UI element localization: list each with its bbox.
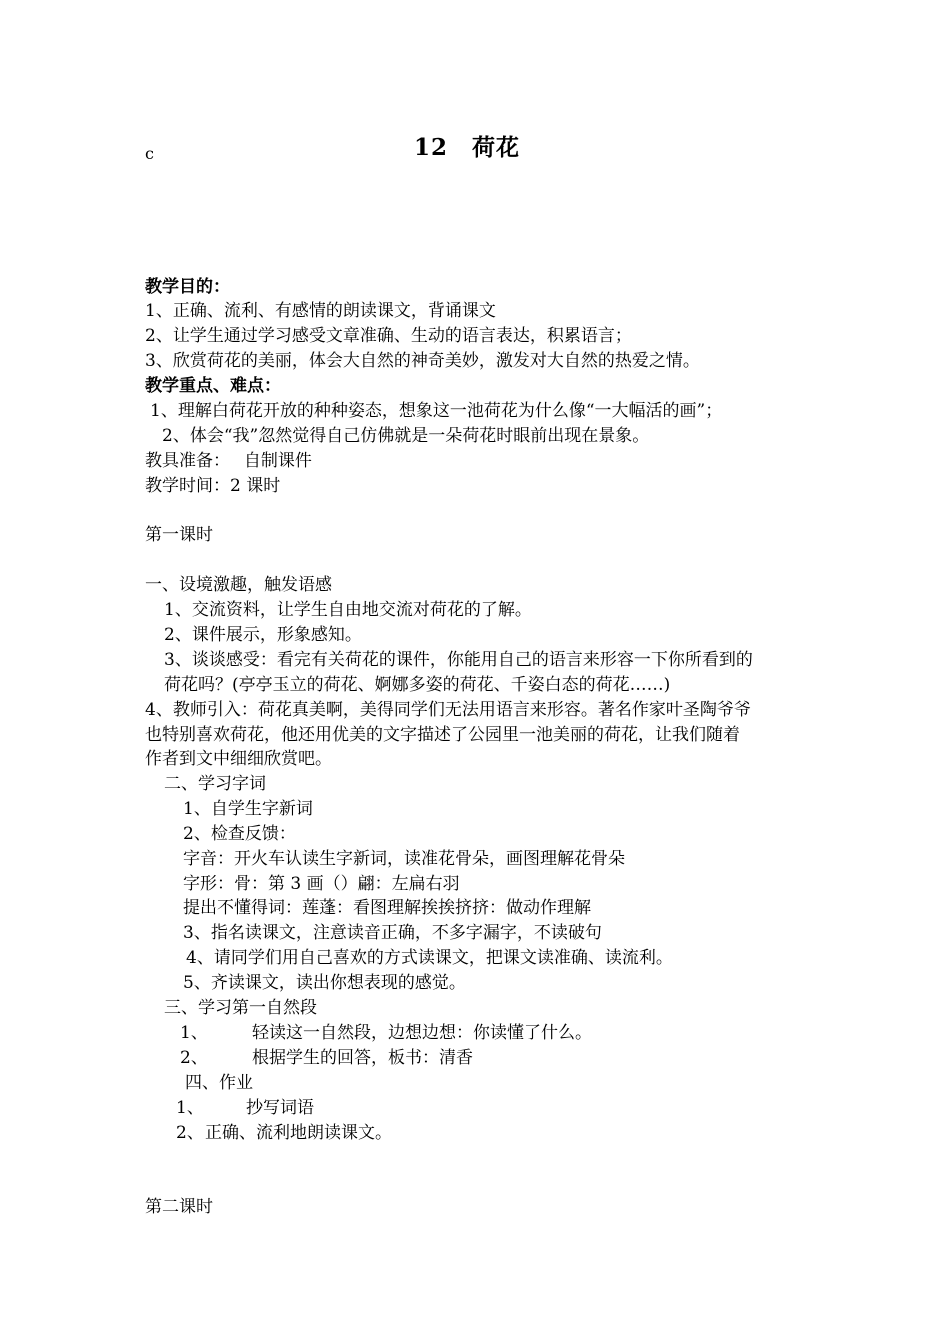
section1-intro: 作者到文中细细欣赏吧。 xyxy=(145,749,332,769)
objective-item: 2、让学生通过学习感受文章准确、生动的语言表达，积累语言； xyxy=(145,326,632,346)
section4-title: 四、作业 xyxy=(185,1073,253,1093)
section1-title: 一、设境激趣，触发语感 xyxy=(145,575,332,595)
section4-item-text: 抄写词语 xyxy=(246,1098,314,1118)
section2-item: 字形：骨：第 3 画（）翩：左扁右羽 xyxy=(183,874,460,894)
section1-item: 3、谈谈感受：看完有关荷花的课件，你能用自己的语言来形容一下你所看到的 xyxy=(164,650,753,670)
section2-item: 3、指名读课文，注意读音正确，不多字漏字，不读破句 xyxy=(183,923,602,943)
section2-title: 二、学习字词 xyxy=(164,774,266,794)
objectives-heading: 教学目的： xyxy=(145,277,230,297)
corner-mark: c xyxy=(145,144,154,163)
section1-item: 2、课件展示，形象感知。 xyxy=(164,625,362,645)
section2-item: 5、齐读课文，读出你想表现的感觉。 xyxy=(183,973,466,993)
section3-item-text: 根据学生的回答，板书：清香 xyxy=(252,1048,473,1068)
objective-item: 3、欣赏荷花的美丽，体会大自然的神奇美妙，激发对大自然的热爱之情。 xyxy=(145,351,700,371)
section1-item: 荷花吗？(亭亭玉立的荷花、婀娜多姿的荷花、千姿白态的荷花……) xyxy=(164,675,671,695)
section3-title: 三、学习第一自然段 xyxy=(164,998,317,1018)
key-point-item: 1、理解白荷花开放的种种姿态，想象这一池荷花为什么像“一大幅活的画”； xyxy=(150,401,723,421)
section2-item: 4、请同学们用自己喜欢的方式读课文，把课文读准确、读流利。 xyxy=(186,948,673,968)
section2-item: 1、自学生字新词 xyxy=(183,799,313,819)
section4-item-number: 1、 xyxy=(176,1098,204,1118)
section1-intro: 4、教师引入：荷花真美啊，美得同学们无法用语言来形容。著名作家叶圣陶爷爷 xyxy=(145,700,751,720)
section2-item: 2、检查反馈： xyxy=(183,824,296,844)
section1-item: 1、交流资料，让学生自由地交流对荷花的了解。 xyxy=(164,600,532,620)
section3-item-text: 轻读这一自然段，边想边想：你读懂了什么。 xyxy=(252,1023,592,1043)
teaching-tools: 教具准备： 自制课件 xyxy=(145,451,312,471)
section3-item-number: 2、 xyxy=(180,1048,208,1068)
section1-intro: 也特别喜欢荷花，他还用优美的文字描述了公园里一池美丽的荷花，让我们随着 xyxy=(145,725,740,745)
section2-item: 提出不懂得词：莲蓬：看图理解挨挨挤挤：做动作理解 xyxy=(183,898,591,918)
objective-item: 1、正确、流利、有感情的朗读课文，背诵课文 xyxy=(145,301,496,321)
lesson1-heading: 第一课时 xyxy=(145,525,213,545)
teaching-time: 教学时间：2 课时 xyxy=(145,476,281,496)
section2-item: 字音：开火车认读生字新词，读准花骨朵，画图理解花骨朵 xyxy=(183,849,625,869)
key-point-item: 2、体会“我”忽然觉得自己仿佛就是一朵荷花时眼前出现在景象。 xyxy=(162,426,650,446)
key-points-heading: 教学重点、难点： xyxy=(145,376,281,396)
section3-item-number: 1、 xyxy=(180,1023,208,1043)
section4-item-text: 正确、流利地朗读课文。 xyxy=(205,1123,392,1143)
lesson2-heading: 第二课时 xyxy=(145,1197,213,1217)
section4-item-number: 2、 xyxy=(176,1123,204,1143)
page-title: 12 荷花 xyxy=(414,134,521,161)
